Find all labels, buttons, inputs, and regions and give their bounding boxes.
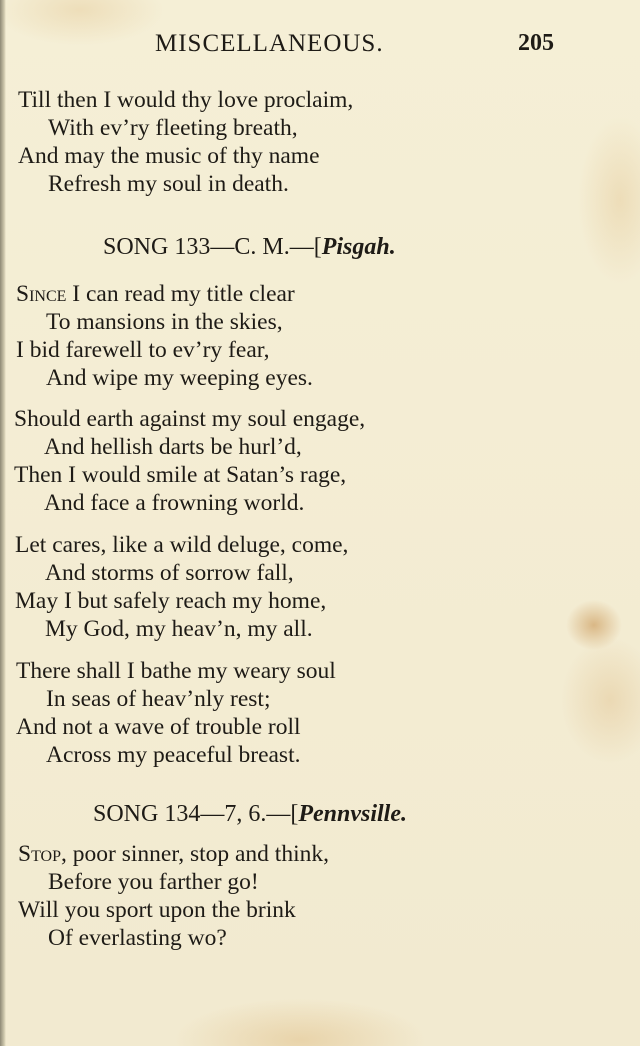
verse-line: There shall I bathe my weary soul xyxy=(16,658,336,684)
verse-line: Stop, poor sinner, stop and think, xyxy=(18,841,329,867)
song-number-meter: SONG 133—C. M.—[ xyxy=(103,234,322,260)
drop-word: Since xyxy=(16,281,67,307)
verse-line: In seas of heav’nly rest; xyxy=(46,686,271,712)
verse-line: My God, my heav’n, my all. xyxy=(45,616,313,642)
verse-line: To mansions in the skies, xyxy=(46,309,283,335)
song-133-stanza-3 xyxy=(15,531,348,643)
song-133-stanza-2 xyxy=(14,405,365,517)
page-spine-edge xyxy=(0,0,6,1046)
verse-line: Before you farther go! xyxy=(48,869,259,895)
verse-line: I bid farewell to ev’ry fear, xyxy=(16,337,270,363)
verse-line: And face a frowning world. xyxy=(44,490,305,516)
continuation-stanza xyxy=(18,86,353,198)
song-134-heading xyxy=(93,801,407,828)
verse-line: Till then I would thy love proclaim, xyxy=(18,87,354,113)
drop-word: Stop xyxy=(18,841,62,867)
verse-line: May I but safely reach my home, xyxy=(15,588,327,614)
verse-line: Of everlasting wo? xyxy=(48,925,227,951)
verse-line: And not a wave of trouble roll xyxy=(16,714,301,740)
verse-line: Will you sport upon the brink xyxy=(18,897,296,923)
song-number-meter: SONG 134—7, 6.—[ xyxy=(93,801,299,827)
verse-line: Let cares, like a wild deluge, come, xyxy=(15,532,349,558)
verse-line: Across my peaceful breast. xyxy=(46,742,301,768)
page-number: 205 xyxy=(518,30,554,56)
song-133-stanza-1 xyxy=(16,280,313,392)
verse-line: Should earth against my soul engage, xyxy=(14,406,366,432)
song-133-heading xyxy=(103,234,396,261)
running-title: MISCELLANEOUS. xyxy=(155,30,384,57)
verse-line: And storms of sorrow fall, xyxy=(45,560,294,586)
tune-name: Pisgah. xyxy=(321,234,396,260)
verse-line: Since I can read my title clear xyxy=(16,281,295,307)
verse-line: And hellish darts be hurl’d, xyxy=(44,434,302,460)
song-134-stanza-1 xyxy=(18,840,329,952)
page-header xyxy=(0,28,640,68)
tune-name: Pennvsille. xyxy=(298,801,407,827)
verse-line: With ev’ry fleeting breath, xyxy=(48,115,298,141)
verse-line: Then I would smile at Satan’s rage, xyxy=(14,462,347,488)
song-133-stanza-4 xyxy=(16,657,336,769)
verse-line: And may the music of thy name xyxy=(18,143,320,169)
verse-line: And wipe my weeping eyes. xyxy=(46,365,313,391)
verse-line: Refresh my soul in death. xyxy=(48,171,289,197)
